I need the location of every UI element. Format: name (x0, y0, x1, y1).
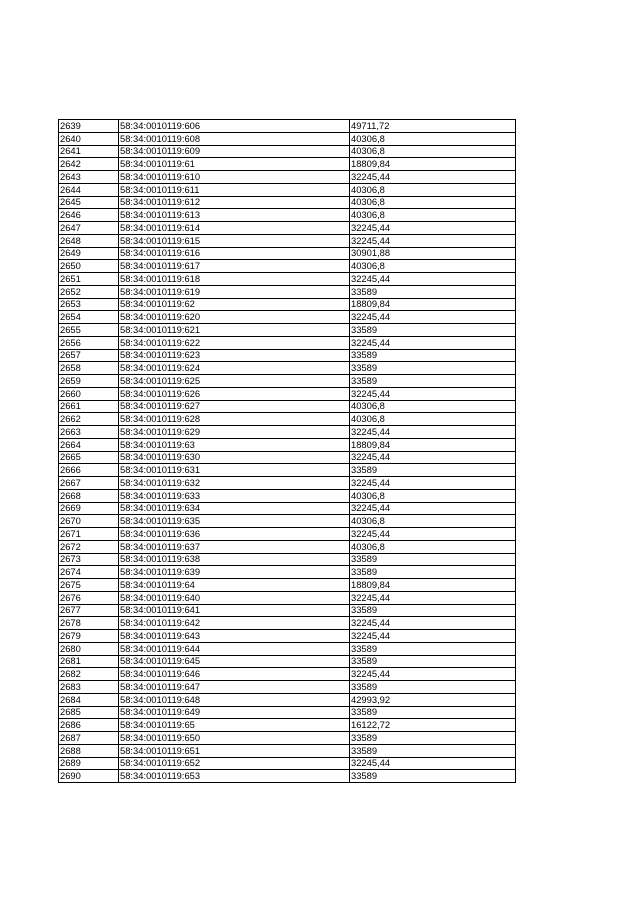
table-row (59, 770, 516, 783)
value-cell: 32245,44 (350, 528, 516, 541)
row-number-cell: 2645 (59, 196, 119, 209)
table-row (59, 464, 516, 477)
value-cell: 32245,44 (350, 757, 516, 770)
row-number-cell: 2649 (59, 247, 119, 260)
value-cell: 33589 (350, 681, 516, 694)
row-number-cell: 2642 (59, 158, 119, 171)
value-cell: 40306,8 (350, 145, 516, 158)
table-row (59, 349, 516, 362)
cadastral-number-cell: 58:34:0010119:61 (119, 158, 350, 171)
cadastral-number-cell: 58:34:0010119:642 (119, 617, 350, 630)
row-number-cell: 2675 (59, 579, 119, 592)
table-row (59, 553, 516, 566)
value-cell: 33589 (350, 770, 516, 783)
row-number-cell: 2674 (59, 566, 119, 579)
cadastral-number-cell: 58:34:0010119:639 (119, 566, 350, 579)
cadastral-number-cell: 58:34:0010119:641 (119, 604, 350, 617)
cadastral-number-cell: 58:34:0010119:636 (119, 528, 350, 541)
cadastral-number-cell: 58:34:0010119:647 (119, 681, 350, 694)
table-row (59, 336, 516, 349)
table-row (59, 566, 516, 579)
cadastral-number-cell: 58:34:0010119:631 (119, 464, 350, 477)
row-number-cell: 2652 (59, 285, 119, 298)
table-row (59, 719, 516, 732)
value-cell: 40306,8 (350, 196, 516, 209)
cadastral-number-cell: 58:34:0010119:650 (119, 732, 350, 745)
value-cell: 32245,44 (350, 477, 516, 490)
row-number-cell: 2653 (59, 298, 119, 311)
row-number-cell: 2677 (59, 604, 119, 617)
cadastral-number-cell: 58:34:0010119:622 (119, 336, 350, 349)
row-number-cell: 2682 (59, 668, 119, 681)
row-number-cell: 2644 (59, 183, 119, 196)
row-number-cell: 2660 (59, 387, 119, 400)
cadastral-number-cell: 58:34:0010119:621 (119, 324, 350, 337)
value-cell: 32245,44 (350, 336, 516, 349)
value-cell: 33589 (350, 706, 516, 719)
table-row (59, 311, 516, 324)
value-cell: 32245,44 (350, 171, 516, 184)
row-number-cell: 2670 (59, 515, 119, 528)
value-cell: 40306,8 (350, 489, 516, 502)
cadastral-number-cell: 58:34:0010119:640 (119, 591, 350, 604)
cadastral-number-cell: 58:34:0010119:637 (119, 540, 350, 553)
value-cell: 16122,72 (350, 719, 516, 732)
row-number-cell: 2661 (59, 400, 119, 413)
value-cell: 33589 (350, 362, 516, 375)
table-row (59, 209, 516, 222)
table-row (59, 617, 516, 630)
value-cell: 33589 (350, 553, 516, 566)
value-cell: 33589 (350, 566, 516, 579)
cadastral-number-cell: 58:34:0010119:610 (119, 171, 350, 184)
cadastral-number-cell: 58:34:0010119:626 (119, 387, 350, 400)
table-row (59, 426, 516, 439)
table-row (59, 693, 516, 706)
table-row (59, 120, 516, 133)
cadastral-number-cell: 58:34:0010119:65 (119, 719, 350, 732)
table-row (59, 579, 516, 592)
table-row (59, 681, 516, 694)
row-number-cell: 2687 (59, 732, 119, 745)
table-row (59, 362, 516, 375)
value-cell: 33589 (350, 744, 516, 757)
table-row (59, 298, 516, 311)
table-row (59, 706, 516, 719)
row-number-cell: 2689 (59, 757, 119, 770)
cadastral-number-cell: 58:34:0010119:629 (119, 426, 350, 439)
cadastral-number-cell: 58:34:0010119:63 (119, 438, 350, 451)
cadastral-number-cell: 58:34:0010119:644 (119, 642, 350, 655)
table-row (59, 744, 516, 757)
row-number-cell: 2650 (59, 260, 119, 273)
cadastral-number-cell: 58:34:0010119:614 (119, 222, 350, 235)
value-cell: 33589 (350, 324, 516, 337)
value-cell: 18809,84 (350, 298, 516, 311)
table-row (59, 273, 516, 286)
cadastral-number-cell: 58:34:0010119:635 (119, 515, 350, 528)
value-cell: 33589 (350, 655, 516, 668)
cadastral-number-cell: 58:34:0010119:648 (119, 693, 350, 706)
table-row (59, 489, 516, 502)
table-row (59, 247, 516, 260)
value-cell: 40306,8 (350, 400, 516, 413)
row-number-cell: 2659 (59, 375, 119, 388)
table-row (59, 528, 516, 541)
table-row (59, 234, 516, 247)
value-cell: 33589 (350, 375, 516, 388)
table-row (59, 630, 516, 643)
row-number-cell: 2657 (59, 349, 119, 362)
table-row (59, 260, 516, 273)
row-number-cell: 2684 (59, 693, 119, 706)
value-cell: 32245,44 (350, 617, 516, 630)
table-row (59, 196, 516, 209)
row-number-cell: 2666 (59, 464, 119, 477)
table-body (59, 120, 516, 783)
table-row (59, 222, 516, 235)
value-cell: 32245,44 (350, 451, 516, 464)
row-number-cell: 2680 (59, 642, 119, 655)
row-number-cell: 2665 (59, 451, 119, 464)
cadastral-number-cell: 58:34:0010119:609 (119, 145, 350, 158)
value-cell: 30901,88 (350, 247, 516, 260)
value-cell: 49711,72 (350, 120, 516, 133)
value-cell: 40306,8 (350, 413, 516, 426)
value-cell: 40306,8 (350, 260, 516, 273)
row-number-cell: 2671 (59, 528, 119, 541)
row-number-cell: 2690 (59, 770, 119, 783)
cadastral-number-cell: 58:34:0010119:624 (119, 362, 350, 375)
cadastral-number-cell: 58:34:0010119:619 (119, 285, 350, 298)
value-cell: 33589 (350, 349, 516, 362)
cadastral-number-cell: 58:34:0010119:617 (119, 260, 350, 273)
cadastral-number-cell: 58:34:0010119:620 (119, 311, 350, 324)
value-cell: 40306,8 (350, 132, 516, 145)
table-row (59, 591, 516, 604)
value-cell: 33589 (350, 642, 516, 655)
row-number-cell: 2686 (59, 719, 119, 732)
table-row (59, 158, 516, 171)
row-number-cell: 2669 (59, 502, 119, 515)
row-number-cell: 2668 (59, 489, 119, 502)
row-number-cell: 2664 (59, 438, 119, 451)
table-row (59, 324, 516, 337)
value-cell: 33589 (350, 285, 516, 298)
row-number-cell: 2685 (59, 706, 119, 719)
table-row (59, 655, 516, 668)
table-row (59, 502, 516, 515)
value-cell: 33589 (350, 604, 516, 617)
row-number-cell: 2651 (59, 273, 119, 286)
cadastral-number-cell: 58:34:0010119:623 (119, 349, 350, 362)
row-number-cell: 2654 (59, 311, 119, 324)
value-cell: 32245,44 (350, 222, 516, 235)
row-number-cell: 2667 (59, 477, 119, 490)
value-cell: 32245,44 (350, 668, 516, 681)
cadastral-number-cell: 58:34:0010119:651 (119, 744, 350, 757)
cadastral-value-table (58, 119, 516, 783)
table-row (59, 400, 516, 413)
cadastral-number-cell: 58:34:0010119:625 (119, 375, 350, 388)
value-cell: 32245,44 (350, 502, 516, 515)
table-row (59, 183, 516, 196)
cadastral-number-cell: 58:34:0010119:613 (119, 209, 350, 222)
table-row (59, 477, 516, 490)
value-cell: 40306,8 (350, 515, 516, 528)
value-cell: 32245,44 (350, 591, 516, 604)
cadastral-number-cell: 58:34:0010119:615 (119, 234, 350, 247)
row-number-cell: 2658 (59, 362, 119, 375)
cadastral-number-cell: 58:34:0010119:645 (119, 655, 350, 668)
row-number-cell: 2639 (59, 120, 119, 133)
cadastral-number-cell: 58:34:0010119:612 (119, 196, 350, 209)
row-number-cell: 2673 (59, 553, 119, 566)
table-row (59, 604, 516, 617)
value-cell: 40306,8 (350, 540, 516, 553)
value-cell: 32245,44 (350, 311, 516, 324)
row-number-cell: 2678 (59, 617, 119, 630)
cadastral-number-cell: 58:34:0010119:638 (119, 553, 350, 566)
cadastral-number-cell: 58:34:0010119:633 (119, 489, 350, 502)
table-row (59, 285, 516, 298)
row-number-cell: 2648 (59, 234, 119, 247)
cadastral-number-cell: 58:34:0010119:634 (119, 502, 350, 515)
table-row (59, 540, 516, 553)
value-cell: 33589 (350, 732, 516, 745)
cadastral-number-cell: 58:34:0010119:649 (119, 706, 350, 719)
row-number-cell: 2662 (59, 413, 119, 426)
table-row (59, 668, 516, 681)
table-row (59, 438, 516, 451)
value-cell: 18809,84 (350, 158, 516, 171)
value-cell: 32245,44 (350, 426, 516, 439)
cadastral-number-cell: 58:34:0010119:632 (119, 477, 350, 490)
value-cell: 40306,8 (350, 209, 516, 222)
cadastral-number-cell: 58:34:0010119:628 (119, 413, 350, 426)
row-number-cell: 2681 (59, 655, 119, 668)
row-number-cell: 2641 (59, 145, 119, 158)
table-row (59, 413, 516, 426)
cadastral-number-cell: 58:34:0010119:618 (119, 273, 350, 286)
cadastral-number-cell: 58:34:0010119:630 (119, 451, 350, 464)
table-row (59, 757, 516, 770)
table-row (59, 451, 516, 464)
row-number-cell: 2640 (59, 132, 119, 145)
value-cell: 32245,44 (350, 234, 516, 247)
value-cell: 32245,44 (350, 630, 516, 643)
row-number-cell: 2676 (59, 591, 119, 604)
row-number-cell: 2688 (59, 744, 119, 757)
cadastral-number-cell: 58:34:0010119:611 (119, 183, 350, 196)
cadastral-number-cell: 58:34:0010119:646 (119, 668, 350, 681)
value-cell: 42993,92 (350, 693, 516, 706)
cadastral-number-cell: 58:34:0010119:606 (119, 120, 350, 133)
value-cell: 18809,84 (350, 579, 516, 592)
cadastral-number-cell: 58:34:0010119:652 (119, 757, 350, 770)
row-number-cell: 2643 (59, 171, 119, 184)
table-row (59, 642, 516, 655)
value-cell: 32245,44 (350, 387, 516, 400)
row-number-cell: 2679 (59, 630, 119, 643)
row-number-cell: 2663 (59, 426, 119, 439)
cadastral-number-cell: 58:34:0010119:62 (119, 298, 350, 311)
table-row (59, 375, 516, 388)
cadastral-number-cell: 58:34:0010119:643 (119, 630, 350, 643)
cadastral-number-cell: 58:34:0010119:627 (119, 400, 350, 413)
value-cell: 40306,8 (350, 183, 516, 196)
value-cell: 18809,84 (350, 438, 516, 451)
row-number-cell: 2656 (59, 336, 119, 349)
cadastral-number-cell: 58:34:0010119:608 (119, 132, 350, 145)
table-row (59, 145, 516, 158)
row-number-cell: 2646 (59, 209, 119, 222)
cadastral-number-cell: 58:34:0010119:653 (119, 770, 350, 783)
table-row (59, 515, 516, 528)
value-cell: 33589 (350, 464, 516, 477)
table-row (59, 132, 516, 145)
cadastral-number-cell: 58:34:0010119:64 (119, 579, 350, 592)
table-row (59, 387, 516, 400)
value-cell: 32245,44 (350, 273, 516, 286)
row-number-cell: 2647 (59, 222, 119, 235)
row-number-cell: 2683 (59, 681, 119, 694)
cadastral-number-cell: 58:34:0010119:616 (119, 247, 350, 260)
table-row (59, 732, 516, 745)
row-number-cell: 2655 (59, 324, 119, 337)
row-number-cell: 2672 (59, 540, 119, 553)
table-row (59, 171, 516, 184)
